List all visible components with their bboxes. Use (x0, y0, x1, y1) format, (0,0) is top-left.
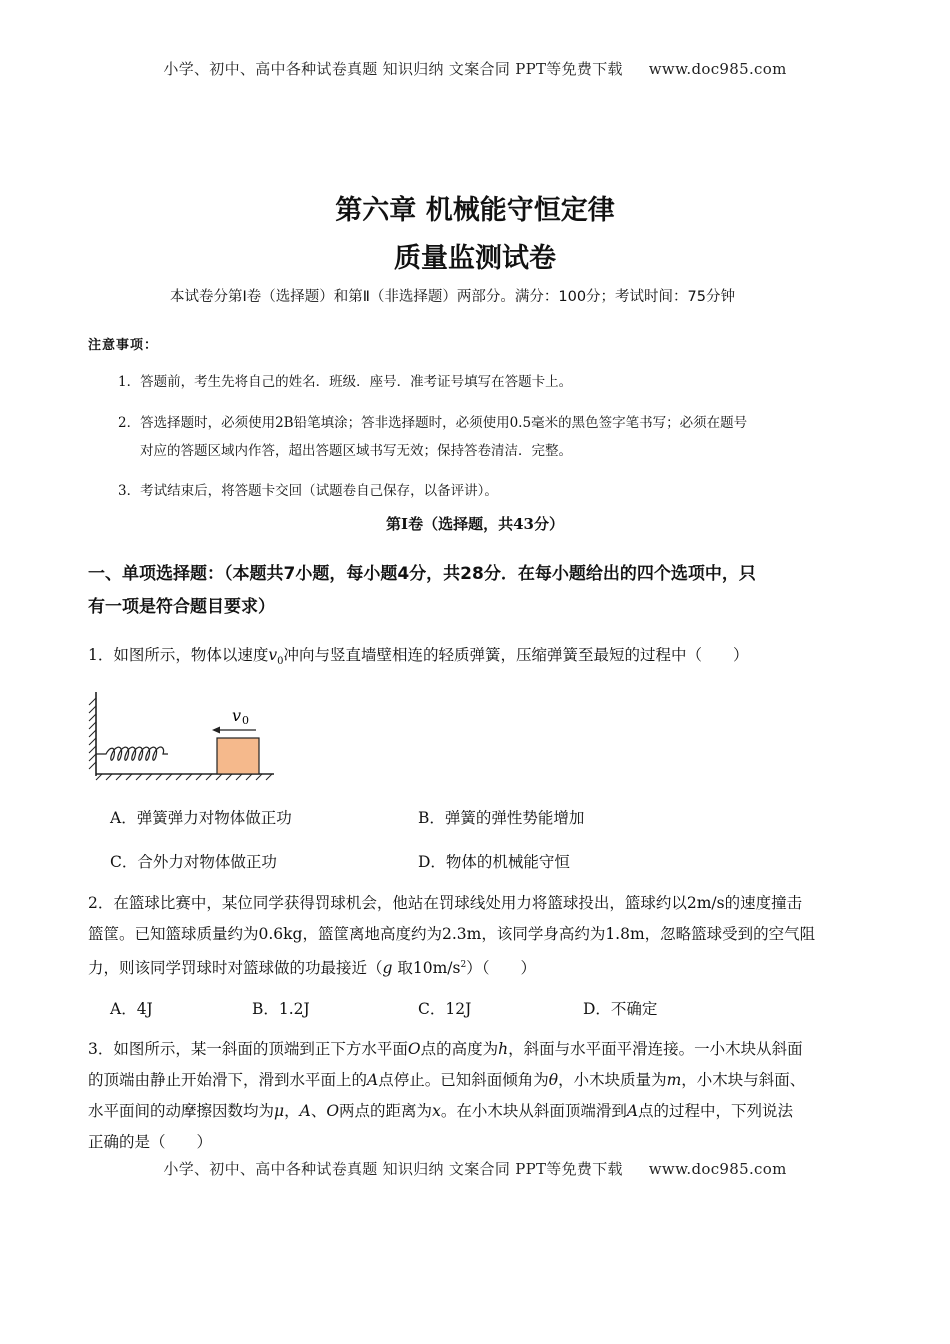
velocity-subscript: 0 (242, 714, 249, 727)
q3-l2d: ，小木块与斜面、 (681, 1071, 806, 1089)
q3-mu: μ (274, 1102, 285, 1120)
q3-l3a: 水平面间的动摩擦因数均为 (88, 1102, 275, 1120)
q3-O2: O (326, 1102, 340, 1120)
exam-title: 质量监测试卷 (394, 243, 556, 274)
q2-line3-a: 力，则该同学罚球时对篮球做的功最接近（ (88, 959, 383, 978)
notice-item-1: 1．答题前，考生先将自己的姓名．班级．座号．准考证号填写在答题卡上。 (118, 374, 573, 390)
ground-hatch (96, 774, 272, 780)
q1-option-a[interactable]: A．弹簧弹力对物体做正功 (110, 809, 292, 827)
q1-stem-end: 冲向与竖直墙壁相连的轻质弹簧，压缩弹簧至最短的过程中（ ） (283, 646, 749, 664)
q2-line3 (88, 950, 866, 984)
q3-line2 (88, 1065, 866, 1096)
q3-l3b: ， (284, 1102, 300, 1120)
section-title: 第Ⅰ卷（选择题，共43分） (386, 515, 564, 533)
q3-A: A (367, 1071, 379, 1089)
q1-option-b[interactable]: B．弹簧的弹性势能增加 (418, 809, 585, 827)
q3-line4: 正确的是（ ） (88, 1133, 213, 1151)
q3-l1b: 点的高度为 (420, 1040, 499, 1058)
spring (96, 747, 168, 760)
footer-banner (0, 1158, 950, 1179)
q2-option-a[interactable]: A．4J (110, 1000, 153, 1018)
arrow-head-icon (212, 727, 220, 734)
notice-item-3: 3．考试结束后，将答题卡交回（试题卷自己保存，以备评讲）。 (118, 483, 498, 499)
velocity-label: v (232, 706, 242, 725)
banner-url[interactable]: www.doc985.com (648, 60, 787, 78)
notice-item-2-line1: 2．答选择题时，必须使用2B铅笔填涂；答非选择题时，必须使用0.5毫米的黑色签字笔书写；必须在题号 (118, 415, 748, 431)
q2-line2: 篮筐。已知篮球质量约为0.6kg，篮筐离地高度约为2.3m，该同学身高约为1.8m，忽略篮球受到的空气阻 (88, 925, 816, 943)
question-2 (88, 888, 866, 984)
q3-l3c: 、 (310, 1102, 327, 1120)
q2-option-b[interactable]: B．1.2J (252, 1000, 310, 1018)
q3-l2c: ，小木块质量为 (558, 1071, 667, 1089)
q3-O: O (407, 1040, 421, 1058)
chapter-title: 第六章 机械能守恒定律 (335, 195, 615, 226)
exam-info: 本试卷分第Ⅰ卷（选择题）和第Ⅱ（非选择题）两部分。满分：100分；考试时间：75分钟 (169, 289, 736, 305)
q3-line3 (88, 1096, 866, 1127)
q3-A2: A (299, 1102, 311, 1120)
q1-option-d[interactable]: D．物体的机械能守恒 (418, 853, 570, 871)
q3-line1 (88, 1034, 866, 1065)
part-heading-line1: 一、单项选择题：（本题共7小题，每小题4分，共28分．在每小题给出的四个选项中，只 (88, 564, 756, 584)
q2-line3-c: ）（ ） (466, 959, 536, 978)
block (217, 738, 259, 774)
q1-stem-start: 1．如图所示，物体以速度 (88, 646, 269, 664)
q1-var-v: v (268, 646, 278, 664)
notice-title: 注意事项： (88, 338, 159, 353)
q2-line1: 2．在篮球比赛中，某位同学获得罚球机会，他站在罚球线处用力将篮球投出，篮球约以2m/s的速度撞击 (88, 894, 803, 912)
part-heading-line2: 有一项是符合题目要求） (88, 597, 275, 617)
q2-g: g (382, 959, 393, 978)
footer-banner-url[interactable]: www.doc985.com (648, 1160, 787, 1178)
q1-var-sub: 0 (277, 656, 284, 668)
notice-item-2-line2: 对应的答题区域内作答，超出答题区域书写无效；保持答卷清洁．完整。 (140, 443, 572, 459)
notice-item-2 (118, 409, 870, 465)
q2-line3-b: 取10m/s (392, 959, 461, 978)
q3-x: x (432, 1102, 441, 1120)
q3-l3e: 。在小木块从斜面顶端滑到 (440, 1102, 627, 1120)
question-1 (88, 640, 866, 677)
q3-l1c: ，斜面与水平面平滑连接。一小木块从斜面 (508, 1040, 803, 1058)
q1-option-c[interactable]: C．合外力对物体做正功 (110, 853, 277, 871)
q3-l2a: 的顶端由静止开始滑下，滑到水平面上的 (88, 1071, 368, 1089)
q3-theta: θ (548, 1071, 559, 1089)
q2-option-c[interactable]: C．12J (418, 1000, 472, 1018)
q2-option-d[interactable]: D．不确定 (583, 1000, 658, 1018)
wall-hatch (89, 698, 96, 769)
spring-block-figure (88, 690, 283, 782)
q3-h: h (498, 1040, 509, 1058)
q3-A3: A (626, 1102, 639, 1120)
q3-l3d: 两点的距离为 (339, 1102, 433, 1120)
footer-banner-text: 小学、初中、高中各种试卷真题 知识归纳 文案合同 PPT等免费下载 (163, 1160, 623, 1178)
q3-m: m (666, 1071, 682, 1089)
header-banner (0, 58, 950, 79)
question-3 (88, 1034, 866, 1158)
q3-l2b: 点停止。已知斜面倾角为 (378, 1071, 549, 1089)
q3-l3f: 点的过程中，下列说法 (638, 1102, 794, 1120)
part-heading (88, 558, 864, 624)
banner-text: 小学、初中、高中各种试卷真题 知识归纳 文案合同 PPT等免费下载 (163, 60, 623, 78)
q3-l1a: 3．如图所示，某一斜面的顶端到正下方水平面 (88, 1040, 408, 1058)
q2-sup: 2 (460, 960, 467, 970)
